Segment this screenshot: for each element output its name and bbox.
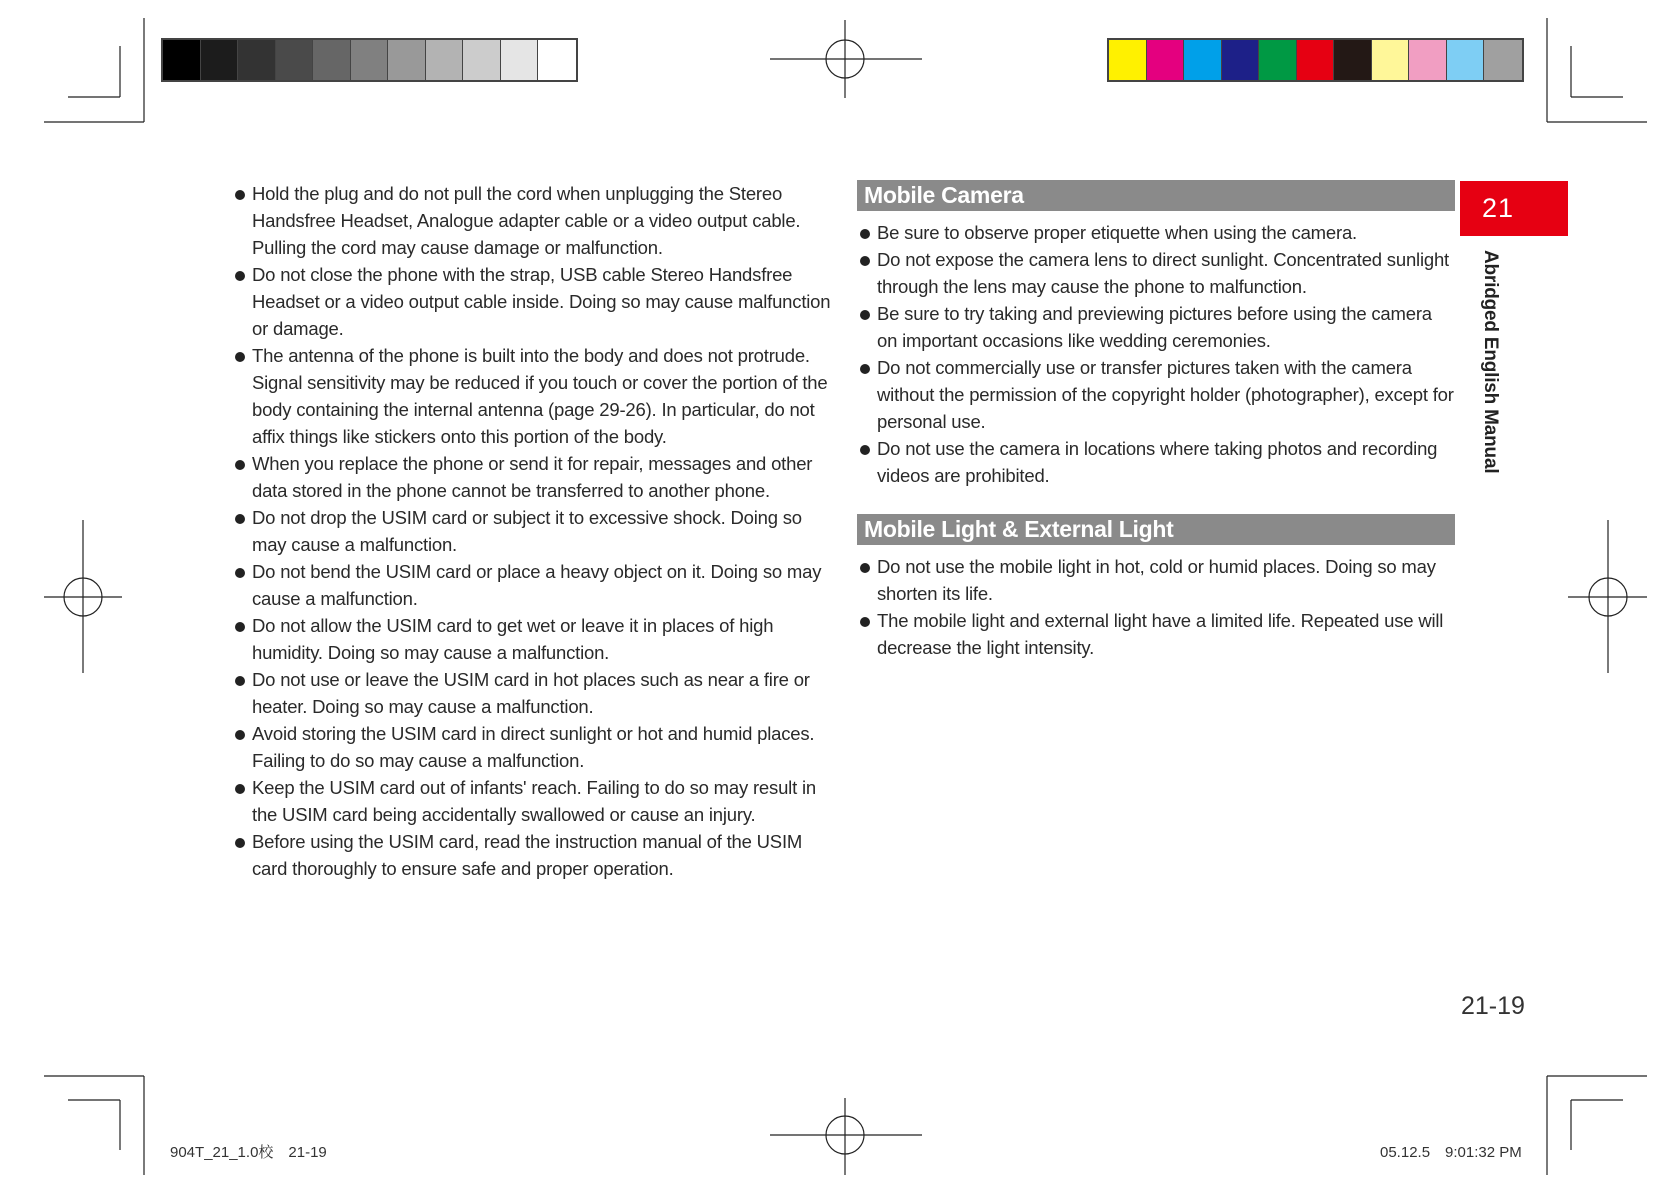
bullet-text: Do not drop the USIM card or subject it to excessive shock. Doing so may cause a malfunction. [252,507,802,555]
color-swatch [1184,40,1222,80]
bullet-item [232,774,832,828]
bullet-text: Hold the plug and do not pull the cord when unplugging the Stereo Handsfree Headset, Analogue adapter cable or a video output cable. Pulling the cord may cause damage or malfunction. [252,183,801,258]
gray-swatch [238,40,276,80]
bullet-dot-icon [235,352,245,362]
bullet-item [232,828,832,882]
gray-swatch [313,40,351,80]
gray-swatch [276,40,314,80]
bullet-item [232,504,832,558]
bullet-text: Do not allow the USIM card to get wet or leave it in places of high humidity. Doing so may cause a malfunction. [252,615,774,663]
bullet-text: Do not bend the USIM card or place a heavy object on it. Doing so may cause a malfunction. [252,561,822,609]
bullet-text: Keep the USIM card out of infants' reach. Failing to do so may result in the USIM card being accidentally swallowed or cause an injury. [252,777,816,825]
bullet-item [232,558,832,612]
bullet-text: Be sure to try taking and previewing pictures before using the camera on important occasions like wedding ceremonies. [877,303,1432,351]
bullet-item [857,300,1455,354]
gray-swatch [538,40,576,80]
gray-swatch [463,40,501,80]
color-swatch [1334,40,1372,80]
bullet-text: Do not commercially use or transfer pictures taken with the camera without the permission of the copyright holder (photographer), except for personal use. [877,357,1454,432]
bullet-text: The mobile light and external light have a limited life. Repeated use will decrease the light intensity. [877,610,1444,658]
color-swatch [1222,40,1260,80]
bullet-dot-icon [235,568,245,578]
bullet-item [857,553,1455,607]
gray-swatch [163,40,201,80]
bullet-text: Do not expose the camera lens to direct sunlight. Concentrated sunlight through the lens may cause the phone to malfunction. [877,249,1449,297]
color-swatch [1297,40,1335,80]
bullet-text: When you replace the phone or send it for repair, messages and other data stored in the phone cannot be transferred to another phone. [252,453,813,501]
process-color-bar [1107,38,1524,82]
gray-swatch [388,40,426,80]
bullet-item [232,261,832,342]
left-column [232,180,832,882]
color-swatch [1409,40,1447,80]
bullet-text: Avoid storing the USIM card in direct sunlight or hot and humid places. Failing to do so may cause a malfunction. [252,723,815,771]
bullet-dot-icon [860,563,870,573]
color-swatch [1484,40,1522,80]
color-swatch [1447,40,1485,80]
mobile-light-bullet-list [857,553,1455,661]
section-heading-mobile-camera: Mobile Camera [857,180,1455,211]
page-number: 21-19 [1461,992,1525,1020]
bullet-item [857,607,1455,661]
bullet-item [232,666,832,720]
bullet-dot-icon [235,271,245,281]
bullet-dot-icon [235,190,245,200]
bullet-item [857,246,1455,300]
bullet-item [232,450,832,504]
section-heading-mobile-light: Mobile Light & External Light [857,514,1455,545]
bullet-dot-icon [235,622,245,632]
right-column [857,180,1455,661]
bullet-dot-icon [860,229,870,239]
footer-timestamp: 05.12.5 9:01:32 PM [1380,1144,1522,1161]
bullet-text: Be sure to observe proper etiquette when using the camera. [877,222,1357,243]
color-swatch [1147,40,1185,80]
bullet-text: Do not use or leave the USIM card in hot places such as near a fire or heater. Doing so may cause a malfunction. [252,669,810,717]
color-swatch [1259,40,1297,80]
bullet-item [857,354,1455,435]
bullet-text: Do not use the camera in locations where taking photos and recording videos are prohibited. [877,438,1438,486]
grayscale-color-bar [161,38,578,82]
bullet-dot-icon [860,364,870,374]
bullet-dot-icon [235,460,245,470]
bullet-item [232,720,832,774]
bullet-item [857,435,1455,489]
gray-swatch [201,40,239,80]
bullet-item [232,612,832,666]
bullet-dot-icon [235,514,245,524]
bullet-dot-icon [860,617,870,627]
bullet-dot-icon [235,676,245,686]
bullet-dot-icon [860,310,870,320]
bullet-dot-icon [235,838,245,848]
bullet-dot-icon [235,730,245,740]
color-swatch [1372,40,1410,80]
bullet-item [857,219,1455,246]
bullet-text: Do not close the phone with the strap, USB cable Stereo Handsfree Headset or a video output cable inside. Doing so may cause malfunction or damage. [252,264,831,339]
bullet-dot-icon [860,445,870,455]
mobile-camera-bullet-list [857,219,1455,489]
bullet-item [232,342,832,450]
left-bullet-list [232,180,832,882]
side-section-label: Abridged English Manual [1480,250,1501,474]
gray-swatch [426,40,464,80]
gray-swatch [351,40,389,80]
bullet-dot-icon [860,256,870,266]
bullet-item [232,180,832,261]
bullet-dot-icon [235,784,245,794]
gray-swatch [501,40,539,80]
bullet-text: Do not use the mobile light in hot, cold or humid places. Doing so may shorten its life. [877,556,1436,604]
bullet-text: The antenna of the phone is built into the body and does not protrude. Signal sensitivity may be reduced if you touch or cover the portion of the body containing the internal antenna (page 29-26). In particular, do not affix things like stickers onto this portion of the body. [252,345,828,447]
bullet-text: Before using the USIM card, read the instruction manual of the USIM card thoroughly to ensure safe and proper operation. [252,831,803,879]
color-swatch [1109,40,1147,80]
chapter-tab: 21 [1460,181,1568,236]
footer-file-info: 904T_21_1.0校 21-19 [170,1144,327,1161]
